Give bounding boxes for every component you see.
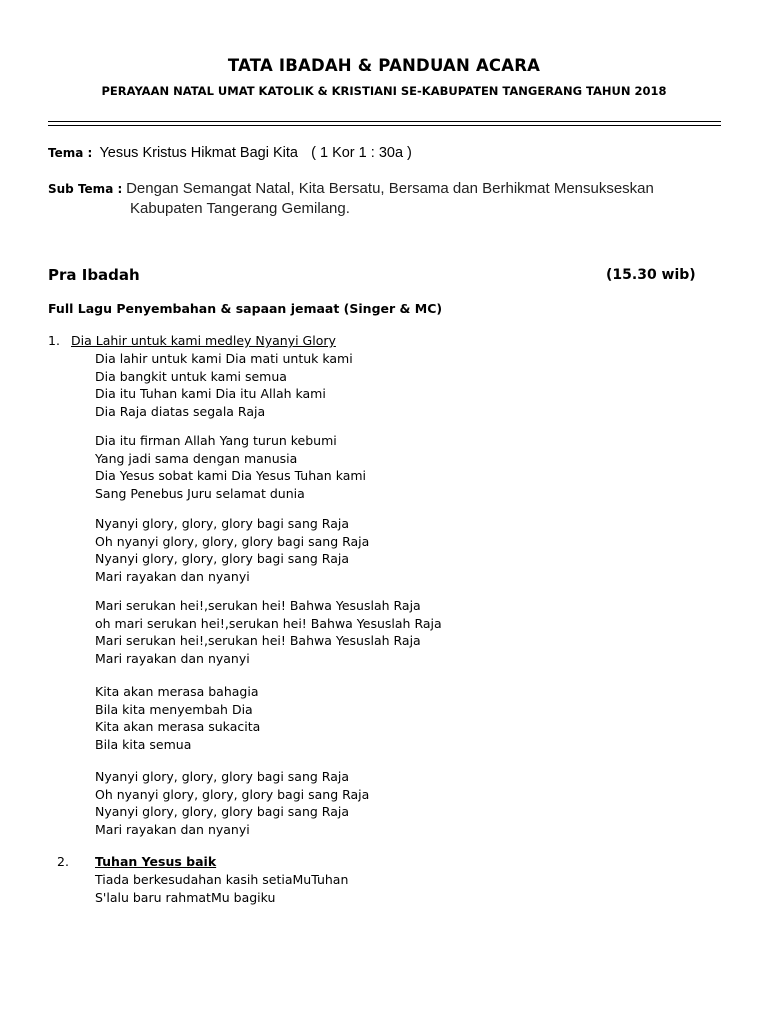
subtheme-label: Sub Tema :: [48, 182, 123, 196]
theme-line: [48, 145, 412, 161]
lyric-line: Mari rayakan dan nyanyi: [95, 650, 250, 666]
lyric-line: Nyanyi glory, glory, glory bagi sang Raja: [95, 804, 349, 820]
pre-service-time: (15.30 wib): [606, 267, 696, 283]
lyric-line: Sang Penebus Juru selamat dunia: [95, 485, 305, 501]
lyric-line: Mari rayakan dan nyanyi: [95, 568, 250, 584]
song-stanza: [95, 432, 366, 502]
theme-value: Yesus Kristus Hikmat Bagi Kita: [99, 145, 298, 161]
document-subtitle: PERAYAAN NATAL UMAT KATOLIK & KRISTIANI SE-KABUPATEN TANGERANG TAHUN 2018: [101, 84, 667, 98]
subtheme-value-line2: Kabupaten Tangerang Gemilang.: [130, 200, 350, 217]
lyric-line: Nyanyi glory, glory, glory bagi sang Raja: [95, 516, 349, 531]
lyric-line: Nyanyi glory, glory, glory bagi sang Raja: [95, 769, 349, 784]
song-number: 2.: [57, 854, 69, 869]
lyric-line: Dia bangkit untuk kami semua: [95, 368, 287, 384]
lyric-line: Dia lahir untuk kami Dia mati untuk kami: [95, 351, 353, 366]
song-title: Dia Lahir untuk kami medley Nyanyi Glory: [71, 333, 336, 348]
lyric-line: oh mari serukan hei!,serukan hei! Bahwa Yesuslah Raja: [95, 615, 442, 631]
song-stanza: [95, 683, 260, 753]
lyric-line: Oh nyanyi glory, glory, glory bagi sang Raja: [95, 533, 370, 549]
theme-label: Tema :: [48, 146, 93, 160]
header-divider-bottom: [48, 125, 721, 126]
lyric-line: Mari serukan hei!,serukan hei! Bahwa Yesuslah Raja: [95, 598, 421, 613]
song-stanza: [95, 768, 369, 838]
lyric-line: Bila kita menyembah Dia: [95, 701, 253, 717]
lyric-line: Kita akan merasa bahagia: [95, 684, 259, 699]
lyric-line: Dia itu Tuhan kami Dia itu Allah kami: [95, 386, 326, 402]
lyric-line: Nyanyi glory, glory, glory bagi sang Raja: [95, 551, 349, 567]
song-stanza: [95, 871, 348, 906]
song-stanza: [95, 597, 442, 667]
header-divider-top: [48, 121, 721, 122]
song-stanza: [95, 515, 369, 585]
subtheme-value-line1: Dengan Semangat Natal, Kita Bersatu, Bersama dan Berhikmat Mensukseskan: [126, 180, 654, 197]
lyric-line: Tiada berkesudahan kasih setiaMuTuhan: [95, 872, 349, 887]
lyric-line: Kita akan merasa sukacita: [95, 719, 261, 735]
lyric-line: S'lalu baru rahmatMu bagiku: [95, 889, 276, 905]
pre-service-description: Full Lagu Penyembahan & sapaan jemaat (Singer & MC): [48, 301, 443, 316]
lyric-line: Yang jadi sama dengan manusia: [95, 450, 298, 466]
subtheme-line: [48, 180, 654, 197]
lyric-line: Mari rayakan dan nyanyi: [95, 821, 250, 837]
theme-reference: ( 1 Kor 1 : 30a ): [311, 145, 412, 161]
lyric-line: Dia Yesus sobat kami Dia Yesus Tuhan kami: [95, 468, 367, 484]
song-number: 1.: [48, 333, 60, 348]
lyric-line: Bila kita semua: [95, 736, 192, 752]
document-title: TATA IBADAH & PANDUAN ACARA: [227, 56, 541, 75]
lyric-line: Dia Raja diatas segala Raja: [95, 403, 266, 419]
song-title: Tuhan Yesus baik: [95, 854, 217, 869]
lyric-line: Mari serukan hei!,serukan hei! Bahwa Yesuslah Raja: [95, 633, 421, 649]
lyric-line: Oh nyanyi glory, glory, glory bagi sang Raja: [95, 786, 370, 802]
lyric-line: Dia itu firman Allah Yang turun kebumi: [95, 433, 337, 448]
song-stanza: [95, 350, 353, 420]
pre-service-heading: Pra Ibadah: [48, 266, 140, 284]
